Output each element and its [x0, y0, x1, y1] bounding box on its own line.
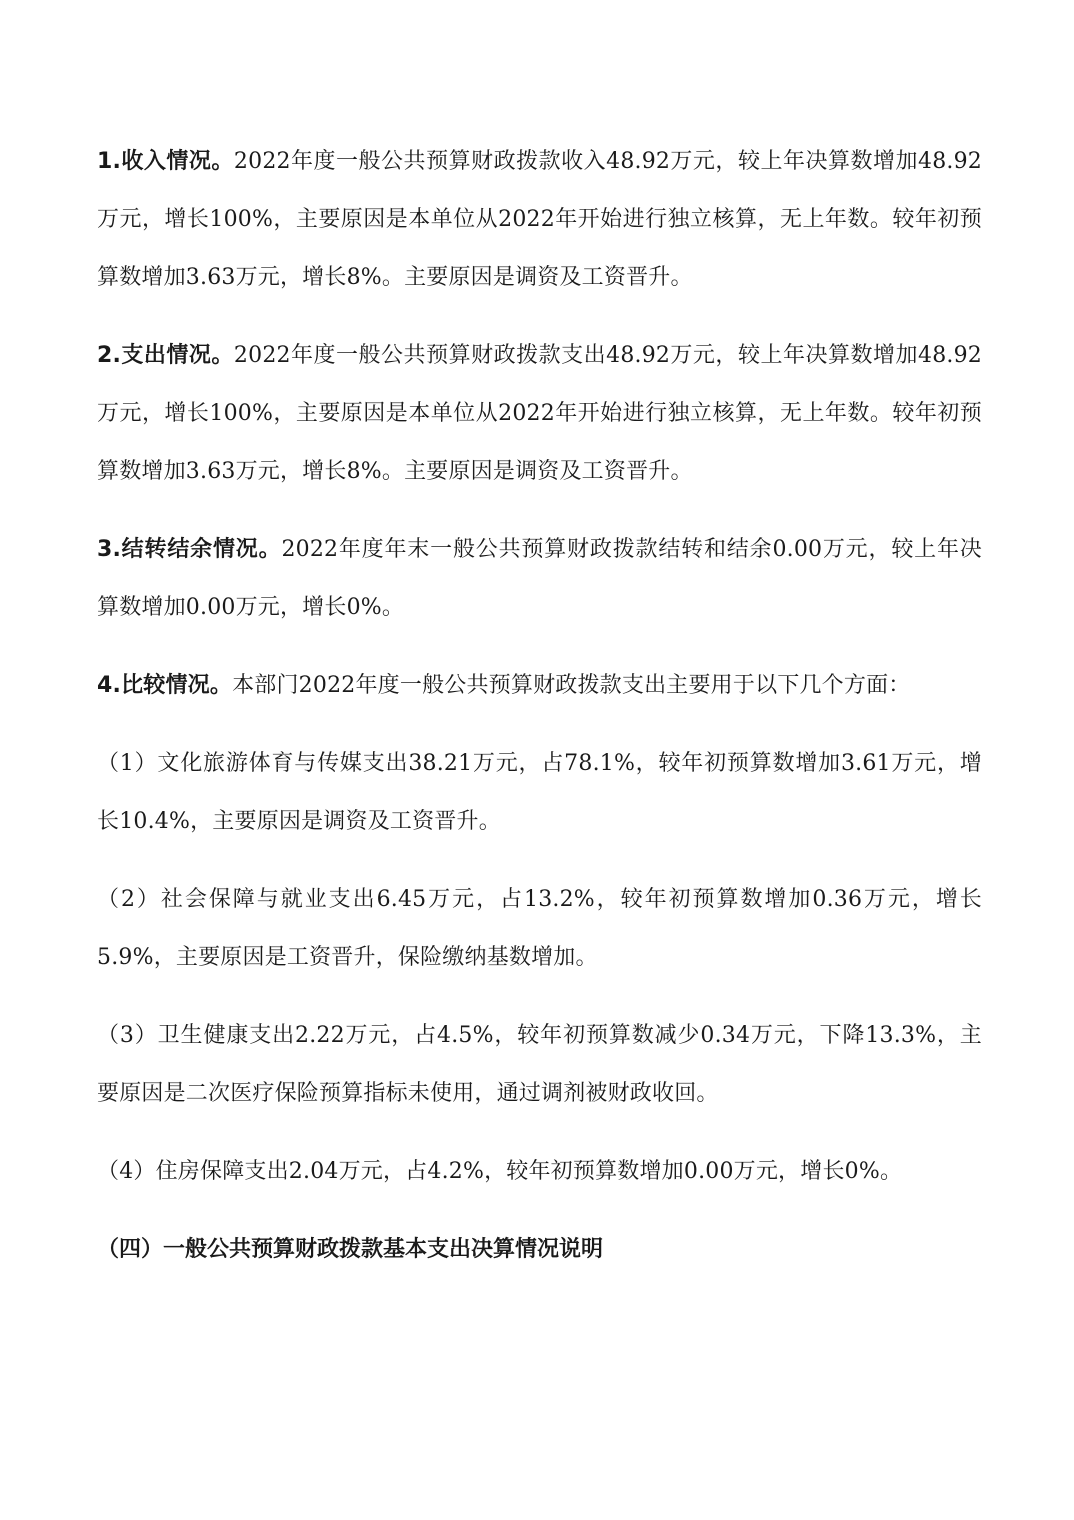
list-item-social-security: （2）社会保障与就业支出6.45万元，占13.2%，较年初预算数增加0.36万元，增长5.9%，主要原因是工资晋升，保险缴纳基数增加。	[97, 887, 982, 970]
comparison-heading: 4.比较情况。	[97, 673, 233, 698]
paragraph-income	[97, 133, 982, 307]
comparison-text: 本部门2022年度一般公共预算财政拨款支出主要用于以下几个方面：	[232, 673, 911, 698]
income-heading: 1.收入情况。	[97, 149, 234, 174]
carryover-text: 2022年度年末一般公共预算财政拨款结转和结余0.00万元，较上年决算数增加0.00万元，增长0%。	[97, 537, 982, 620]
list-item-health: （3）卫生健康支出2.22万元，占4.5%，较年初预算数减少0.34万元，下降13.3%，主要原因是二次医疗保险预算指标未使用，通过调剂被财政收回。	[97, 1023, 982, 1106]
expenditure-text: 2022年度一般公共预算财政拨款支出48.92万元，较上年决算数增加48.92万元，增长100%，主要原因是本单位从2022年开始进行独立核算，无上年数。较年初预算数增加3.63万元，增长8%。主要原因是调资及工资晋升。	[97, 343, 982, 484]
section-heading: （四）一般公共预算财政拨款基本支出决算情况说明	[97, 1237, 604, 1262]
carryover-heading: 3.结转结余情况。	[97, 537, 282, 562]
paragraph-comparison	[97, 657, 982, 715]
income-text: 2022年度一般公共预算财政拨款收入48.92万元，较上年决算数增加48.92万元，增长100%，主要原因是本单位从2022年开始进行独立核算，无上年数。较年初预算数增加3.63万元，增长8%。主要原因是调资及工资晋升。	[97, 149, 982, 290]
paragraph-carryover	[97, 521, 982, 637]
list-item-culture: （1）文化旅游体育与传媒支出38.21万元，占78.1%，较年初预算数增加3.61万元，增长10.4%，主要原因是调资及工资晋升。	[97, 751, 982, 834]
expenditure-heading: 2.支出情况。	[97, 343, 234, 368]
paragraph-expenditure	[97, 327, 982, 501]
list-item-housing: （4）住房保障支出2.04万元，占4.2%，较年初预算数增加0.00万元，增长0%。	[97, 1159, 903, 1184]
document-body	[97, 133, 982, 1279]
